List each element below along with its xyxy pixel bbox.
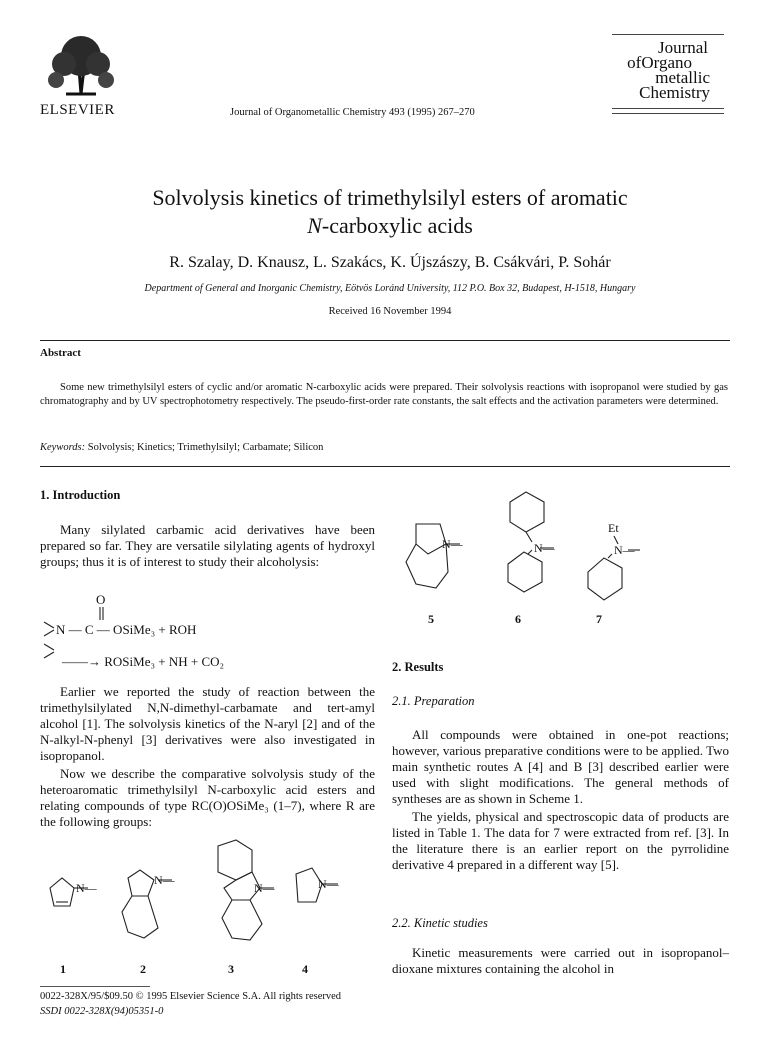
journal-citation: Journal of Organometallic Chemistry 493 (1995) 267–270 bbox=[230, 107, 475, 118]
svg-text:N—: N— bbox=[254, 881, 275, 895]
author-list: R. Szalay, D. Knausz, L. Szakács, K. Újszászy, B. Csákvári, P. Sohár bbox=[169, 254, 611, 271]
eq-main-line: N — C — OSiMe₃ + ROH bbox=[56, 622, 197, 637]
eq-product-line: ——→ ROSiMe₃ + NH + CO₂ bbox=[62, 654, 225, 669]
eq-oxygen: O bbox=[96, 592, 106, 607]
title-italic-n: N bbox=[307, 213, 322, 238]
svg-text:N—: N— bbox=[154, 873, 175, 887]
keywords-label: Keywords: bbox=[40, 442, 86, 453]
logo-line-2: ofOrgano bbox=[627, 53, 692, 72]
title-line-2 bbox=[40, 212, 740, 240]
compound-number-2: 2 bbox=[140, 962, 146, 976]
abstract-text: Some new trimethylsilyl esters of cyclic and/or aromatic N-carboxylic acids were prepared. Their solvolysis reactions with isopropanol were studied by gas chromatography and by UV spectrophotometry respectively. The pseudo-first-order rate constants, the salt effects and the activation parameters were determined. bbox=[40, 382, 728, 407]
intro-paragraph-1: Many silylated carbamic acid derivatives have been prepared so far. They are versatile silylating agents of hydroxyl groups; thus it is of interest to study their alcoholysis: bbox=[40, 522, 375, 569]
svg-text:N—: N— bbox=[534, 541, 555, 555]
abstract-heading: Abstract bbox=[40, 347, 81, 359]
preparation-paragraph-2: The yields, physical and spectroscopic data of products are listed in Table 1. The data for 7 were extracted from ref. [3]. In the literature there is an earlier report on the pyrrolidine derivative 4 prepared in a different way [5]. bbox=[392, 809, 729, 872]
compound-number-6: 6 bbox=[515, 612, 521, 626]
structures-5-to-7 bbox=[402, 488, 732, 608]
logo-line-3: metallic bbox=[655, 68, 710, 87]
kinetic-studies-heading: 2.2. Kinetic studies bbox=[392, 916, 488, 930]
n-label-1: N— bbox=[76, 881, 97, 895]
compound-number-5: 5 bbox=[428, 612, 434, 626]
title-line-1: Solvolysis kinetics of trimethylsilyl esters of aromatic bbox=[152, 185, 628, 210]
equation-1 bbox=[40, 592, 375, 672]
journal-logo bbox=[612, 40, 722, 100]
kinetic-paragraph-1: Kinetic measurements were carried out in isopropanol–dioxane mixtures containing the alcohol in bbox=[392, 945, 729, 976]
title-line-2-rest: -carboxylic acids bbox=[321, 213, 473, 238]
keywords-list: Solvolysis; Kinetics; Trimethylsilyl; Carbamate; Silicon bbox=[87, 442, 324, 453]
logo-bottom-rule-2 bbox=[612, 113, 724, 114]
ssdi-line: SSDI 0022-328X(94)05351-0 bbox=[40, 1006, 164, 1017]
structures-1-to-4 bbox=[40, 840, 380, 960]
compound-number-3: 3 bbox=[228, 962, 234, 976]
intro-paragraph-3: Now we describe the comparative solvolysis study of the heteroaromatic trimethylsilyl N-carboxylic acid esters and relating compounds of type RC(O)OSiMe₃ (1–7), where R are the following groups: bbox=[40, 766, 375, 829]
preparation-heading: 2.1. Preparation bbox=[392, 694, 475, 708]
svg-text:N—: N— bbox=[614, 543, 635, 557]
intro-paragraph-2: Earlier we reported the study of reaction between the trimethylsilylated N,N-dimethyl-carbamate and tert-amyl alcohol [1]. The solvolysis kinetics of the N-aryl [2] and of the N-alkyl-N-phenyl [3] derivatives were also investigated in isopropanol. bbox=[40, 684, 375, 763]
logo-top-rule bbox=[612, 34, 724, 35]
received-date: Received 16 November 1994 bbox=[328, 306, 452, 317]
keywords-line bbox=[40, 442, 323, 453]
elsevier-tree-logo bbox=[46, 34, 116, 96]
logo-bottom-rule bbox=[612, 108, 724, 109]
intro-heading: 1. Introduction bbox=[40, 488, 121, 502]
article-title bbox=[40, 184, 740, 240]
svg-text:N—: N— bbox=[442, 537, 463, 551]
logo-line-4: Chemistry bbox=[639, 83, 710, 102]
compound-number-7: 7 bbox=[596, 612, 602, 626]
publisher-name: ELSEVIER bbox=[40, 102, 115, 118]
results-heading: 2. Results bbox=[392, 660, 444, 674]
abstract-bottom-rule bbox=[40, 466, 730, 467]
copyright-line: 0022-328X/95/$09.50 © 1995 Elsevier Science S.A. All rights reserved bbox=[40, 991, 342, 1002]
abstract-top-rule bbox=[40, 340, 730, 341]
svg-text:N—: N— bbox=[318, 877, 339, 891]
compound-number-1: 1 bbox=[60, 962, 66, 976]
footer-rule bbox=[40, 986, 150, 987]
et-label: Et bbox=[608, 521, 619, 535]
affiliation: Department of General and Inorganic Chemistry, Eötvös Loránd University, 112 P.O. Box 32, Budapest, H-1518, Hungary bbox=[144, 283, 636, 294]
compound-number-4: 4 bbox=[302, 962, 308, 976]
preparation-paragraph-1: All compounds were obtained in one-pot reactions; however, various preparative conditions were to be applied. Two main synthetic routes A [4] and B [3] described earlier were used with slight modifications. The general methods of syntheses are as shown in Scheme 1. bbox=[392, 727, 729, 806]
logo-line-1: Journal bbox=[657, 38, 708, 57]
